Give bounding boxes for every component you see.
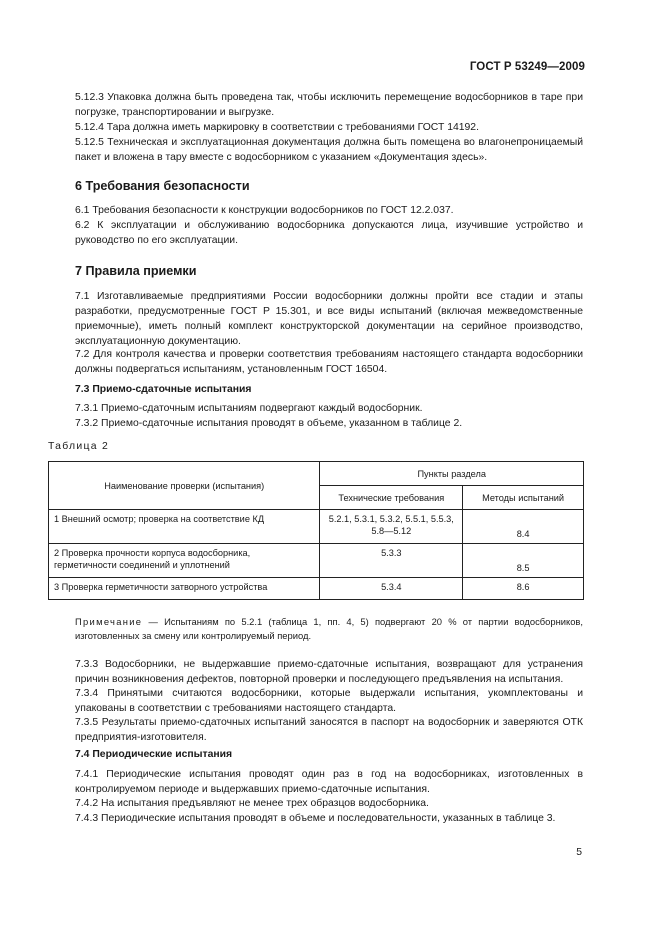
paragraph-6-1: 6.1 Требования безопасности к конструкции водосборников по ГОСТ 12.2.037. — [75, 205, 454, 216]
table-header-group: Пункты раздела — [320, 462, 584, 486]
table-cell-requirements: 5.3.3 — [320, 544, 463, 578]
table-cell-method: 8.4 — [463, 510, 584, 544]
paragraph-7-4-2: 7.4.2 На испытания предъявляют не менее трех образцов водосборника. — [75, 798, 429, 809]
subsection-7-4-title: 7.4 Периодические испытания — [75, 749, 233, 760]
paragraph-5-12-3: 5.12.3 Упаковка должна быть проведена так, чтобы исключить перемещение водосборников в таре при погрузке, транспортировании и выгрузке. — [75, 92, 583, 118]
table-note — [48, 615, 583, 643]
table-cell-requirements: 5.2.1, 5.3.1, 5.3.2, 5.5.1, 5.5.3, 5.8—5.12 — [320, 510, 463, 544]
table-caption: Таблица 2 — [48, 441, 110, 452]
paragraph-7-3-5: 7.3.5 Результаты приемо-сдаточных испытаний заносятся в паспорт на водосборник и заверяются ОТК предприятия-изготовителя. — [75, 717, 583, 743]
table-header-methods: Методы испытаний — [463, 486, 584, 510]
paragraph-7-4-1: 7.4.1 Периодические испытания проводят один раз в год на водосборниках, изготовленных в контролируемом периоде и выдержавших приемо-сдаточные испытания. — [75, 769, 583, 795]
table-cell-name: 1 Внешний осмотр; проверка на соответствие КД — [49, 510, 320, 544]
table-cell-method: 8.6 — [463, 578, 584, 600]
paragraph-6-2: 6.2 К эксплуатации и обслуживанию водосборника допускаются лица, изучившие устройство и руководство по его эксплуатации. — [75, 220, 583, 246]
table-header-name: Наименование проверки (испытания) — [49, 462, 320, 510]
paragraph-7-2: 7.2 Для контроля качества и проверки соответствия требованиям настоящего стандарта водосборники должны подвергаться испытаниям, установленным ГОСТ 16504. — [75, 349, 583, 375]
paragraph-5-12-5: 5.12.5 Техническая и эксплуатационная документация должна быть помещена во влагонепроницаемый пакет и вложена в тару вместе с водосборником с указанием «Документация здесь». — [75, 137, 583, 163]
section-6-title: 6 Требования безопасности — [75, 179, 250, 193]
table-row — [49, 544, 584, 578]
table-cell-method: 8.5 — [463, 544, 584, 578]
paragraph-7-1: 7.1 Изготавливаемые предприятиями России водосборники должны пройти все стадии и этапы разработки, предусмотренные ГОСТ Р 15.301, и все виды испытаний (включая межведомственные приемочные), иметь полный комплект конструкторской документации на серийное производство, эксплуатационную документацию. — [75, 291, 583, 347]
paragraph-7-3-1: 7.3.1 Приемо-сдаточным испытаниям подвергают каждый водосборник. — [75, 403, 423, 414]
note-text: — Испытаниям по 5.2.1 (таблица 1, пп. 4, 5) подвергают 20 % от партии водосборников, изготовленных за смену или контролируемый период. — [75, 616, 584, 641]
table-header-requirements: Технические требования — [320, 486, 463, 510]
paragraph-7-4-3: 7.4.3 Периодические испытания проводят в объеме и последовательности, указанных в таблице 3. — [75, 813, 556, 824]
table-cell-name: 3 Проверка герметичности затворного устройства — [49, 578, 320, 600]
note-label: Примечание — [75, 616, 143, 627]
paragraph-7-3-3: 7.3.3 Водосборники, не выдержавшие приемо-сдаточные испытания, возвращают для устранения причин возникновения дефектов, повторной проверки и последующего предъявления на испытания. — [75, 659, 583, 685]
paragraph-7-3-4: 7.3.4 Принятыми считаются водосборники, которые выдержали испытания, укомплектованы и упакованы в соответствии с требованиями настоящего стандарта. — [75, 688, 583, 714]
paragraph-5-12-4: 5.12.4 Тара должна иметь маркировку в соответствии с требованиями ГОСТ 14192. — [75, 122, 479, 133]
table-row — [49, 578, 584, 600]
table-2 — [48, 461, 584, 600]
paragraph-7-3-2: 7.3.2 Приемо-сдаточные испытания проводят в объеме, указанном в таблице 2. — [75, 418, 463, 429]
page-number: 5 — [576, 847, 582, 858]
table-cell-requirements: 5.3.4 — [320, 578, 463, 600]
table-cell-name: 2 Проверка прочности корпуса водосборника, герметичности соединений и уплотнений — [49, 544, 320, 578]
subsection-7-3-title: 7.3 Приемо-сдаточные испытания — [75, 384, 252, 395]
table-row — [49, 510, 584, 544]
document-header: ГОСТ Р 53249—2009 — [469, 61, 585, 73]
section-7-title: 7 Правила приемки — [75, 264, 197, 278]
